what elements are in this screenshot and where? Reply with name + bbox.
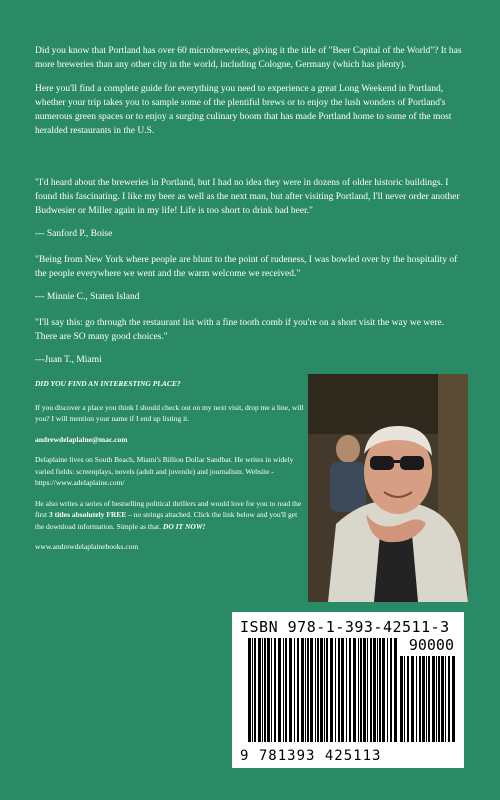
intro-paragraph-1: Did you know that Portland has over 60 microbreweries, giving it the title of "Beer Capital of the World"? It has more breweries than any other city in the world, including Cologne, Germany (which has plenty). [35, 46, 462, 70]
testimonial-author-2: --- Minnie C., Staten Island [35, 292, 140, 302]
testimonial-author-3: ---Juan T., Miami [35, 355, 102, 365]
isbn-barcode [248, 638, 398, 742]
author-website: www.andrewdelaplainebooks.com [35, 542, 139, 551]
author-section [35, 378, 307, 562]
testimonial-quote-1: "I'd heard about the breweries in Portland, but I had no idea they were in dozens of older historic buildings. I found this fascinating. I like my beer as well as the next man, but after visiting Portland, I'll never order another Budwesier or Miller again in my life! Life is too short to drink bad beer." [35, 178, 460, 216]
isbn-text: ISBN 978-1-393-42511-3 [240, 618, 450, 636]
offer-free-titles: 3 titles absolutely FREE [48, 510, 127, 519]
invite-text: If you discover a place you think I should check out on my next visit, drop me a line, will you? I will mention your name if I end up listing it. [35, 402, 304, 423]
author-bio: Delaplaine lives on South Beach, Miami's Billion Dollar Sandbar. He writes in widely varied fields: screenplays, novels (adult and juvenile) and journalism. Website - https://www.adelaplaine.com/ [35, 455, 294, 487]
author-portrait-illustration [308, 374, 468, 602]
offer-text-end: – no strings attached. Click the link below and you'll get the download information. Simple as that. [35, 510, 298, 531]
do-it-now: DO IT NOW! [162, 521, 206, 531]
testimonials-section [35, 176, 465, 379]
section-heading: DID YOU FIND AN INTERESTING PLACE? [35, 379, 181, 388]
intro-paragraph-2: Here you'll find a complete guide for everything you need to experience a great Long Weekend in Portland, whether your trip takes you to sample some of the plentiful brews or to enjoy the lush wonders of Portland's numerous green spaces or to enjoy a surging culinary boom that has made Portland home to some of the most heralded restaurants in the U.S. [35, 84, 452, 136]
intro-section [35, 44, 465, 148]
testimonial-author-1: --- Sanford P., Boise [35, 229, 113, 239]
offer-text-start: He also writes a series of bestselling political thrillers and would love for you to read the first [35, 498, 302, 519]
price-barcode [400, 656, 456, 742]
barcode-digits: 9 781393 425113 [240, 748, 382, 764]
price-code: 90000 [408, 636, 454, 654]
barcode-area [232, 612, 464, 768]
free-offer [35, 498, 307, 533]
author-email: andrewdelaplaine@mac.com [35, 434, 128, 444]
testimonial-quote-3: "I'll say this: go through the restaurant list with a fine tooth comb if you're on a short visit the way we were. There are SO many good choices." [35, 318, 445, 342]
author-photo [308, 374, 468, 602]
testimonial-quote-2: "Being from New York where people are blunt to the point of rudeness, I was bowled over by the hospitality of the people everywhere we went and the warm welcome we received." [35, 255, 458, 279]
